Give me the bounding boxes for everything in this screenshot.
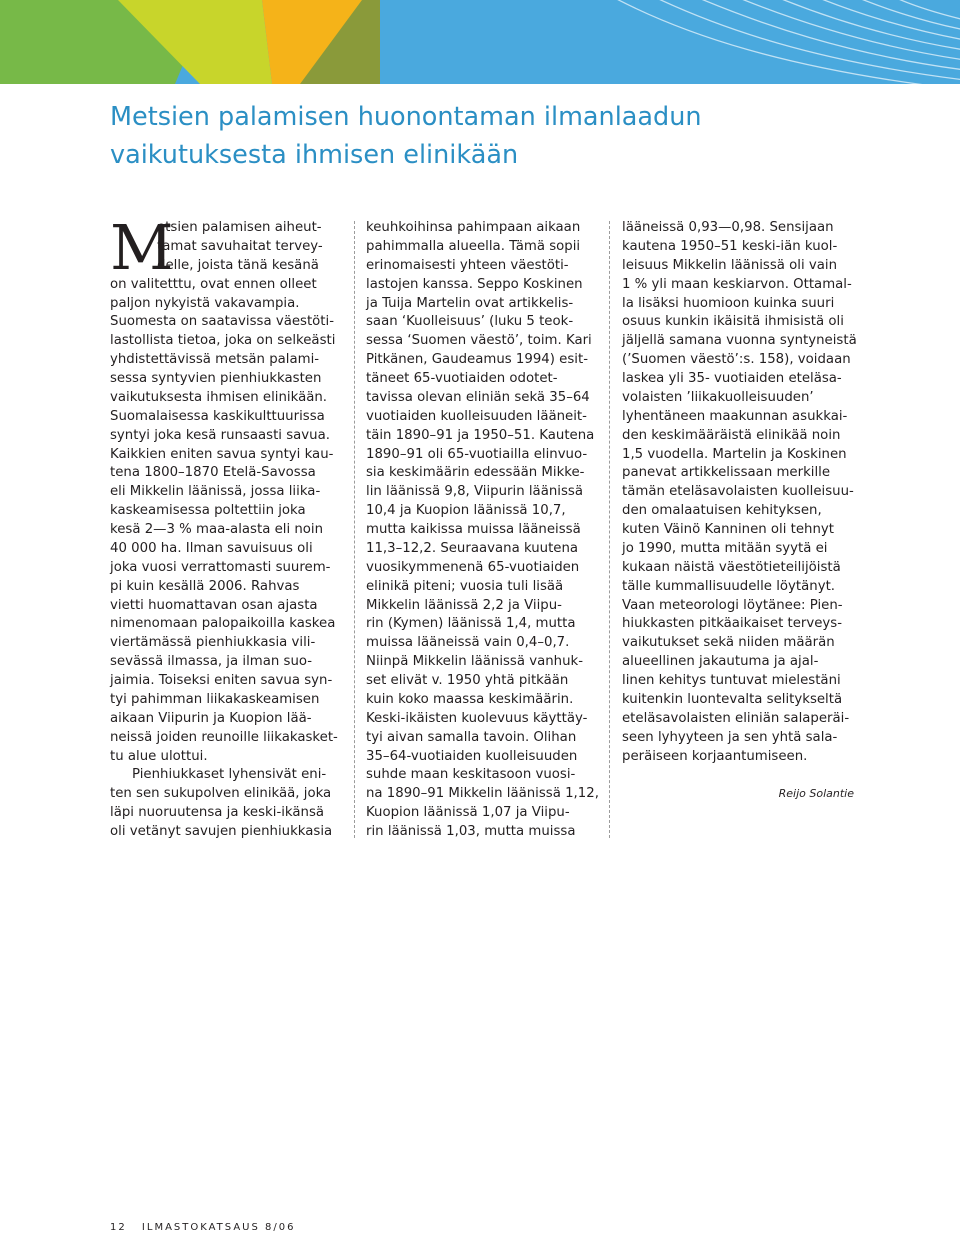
text-line: tu alue ulottui. bbox=[110, 748, 208, 764]
text-line: kaskeamisessa poltettiin joka bbox=[110, 503, 306, 519]
text-line: kautena 1950–51 keski-iän kuol- bbox=[622, 238, 838, 254]
text-line: vuotiaiden kuolleisuuden lääneit- bbox=[366, 408, 587, 424]
text-line: kuin koko maassa keskimäärin. bbox=[366, 691, 574, 707]
text-line: kesä 2—3 % maa-alasta eli noin bbox=[110, 522, 324, 537]
text-line: oli vetänyt savujen pienhiukkasia bbox=[110, 824, 333, 839]
text-line: sevässä ilmassa, ja ilman suo- bbox=[110, 654, 313, 670]
text-line: volaisten ’liikakuolleisuuden’ bbox=[622, 389, 814, 405]
text-line: den keskimääräistä elinikää noin bbox=[622, 427, 841, 443]
title-line-2: vaikutuksesta ihmisen elinikään bbox=[110, 140, 519, 170]
text-line: pahimmalla alueella. Tämä sopii bbox=[366, 238, 581, 254]
text-line: Suomesta on saatavissa väestöti- bbox=[110, 314, 335, 330]
text-line: saan ‘Kuolleisuus’ (luku 5 teok- bbox=[366, 314, 574, 330]
text-line: laskea yli 35- vuotiaiden eteläsa- bbox=[622, 371, 842, 386]
text-line: lin läänissä 9,8, Viipurin läänissä bbox=[366, 484, 583, 500]
text-line: Pienhiukkaset lyhensivät eni- bbox=[132, 767, 327, 783]
text-line: on valitetttu, ovat ennen olleet bbox=[110, 276, 317, 292]
text-line: delle, joista tänä kesänä bbox=[157, 257, 319, 273]
text-line: keuhkoihinsa pahimpaan aikaan bbox=[366, 220, 581, 235]
text-line: tavissa olevan eliniän sekä 35–64 bbox=[366, 389, 590, 405]
text-line: osuus kunkin ikäisitä ihmisistä oli bbox=[622, 314, 844, 330]
text-line: 11,3–12,2. Seuraavana kuutena bbox=[366, 540, 579, 556]
text-line: muissa lääneissä vain 0,4–0,7. bbox=[366, 635, 570, 651]
text-line: eli Mikkelin läänissä, jossa liika- bbox=[110, 484, 321, 500]
text-line: 35–64-vuotiaiden kuolleisuuden bbox=[366, 748, 578, 764]
text-line: hiukkasten pitkäaikaiset terveys- bbox=[622, 616, 843, 632]
text-line: tamat savuhaitat tervey- bbox=[157, 238, 323, 254]
text-line: kuten Väinö Kanninen oli tehnyt bbox=[622, 522, 834, 537]
text-line: viertämässä pienhiukkasia vili- bbox=[110, 635, 316, 651]
text-line: seen lyhyyteen ja sen yhtä sala- bbox=[622, 729, 838, 745]
text-line: 40 000 ha. Ilman savuisuus oli bbox=[110, 540, 313, 556]
text-line: mutta kaikissa muissa lääneissä bbox=[366, 522, 581, 537]
text-line: tena 1800–1870 Etelä-Savossa bbox=[110, 465, 316, 481]
text-line: ten sen sukupolven elinikää, joka bbox=[110, 786, 332, 802]
text-line: rin läänissä 1,03, mutta muissa bbox=[366, 824, 576, 839]
text-line: läpi nuoruutensa ja keski-ikänsä bbox=[110, 805, 325, 821]
text-line: vaikutukset sekä niiden määrän bbox=[622, 635, 835, 651]
text-line: 1 % yli maan keskiarvon. Ottamal- bbox=[622, 276, 852, 292]
text-line: rin (Kymen) läänissä 1,4, mutta bbox=[366, 616, 576, 632]
article-title bbox=[110, 98, 870, 174]
text-line: Kuopion läänissä 1,07 ja Viipu- bbox=[366, 805, 570, 821]
text-line: sia keskimäärin edessään Mikke- bbox=[366, 465, 585, 481]
text-line: set elivät v. 1950 yhtä pitkään bbox=[366, 673, 569, 688]
text-line: tyi aivan samalla tavoin. Olihan bbox=[366, 729, 577, 745]
text-column-2 bbox=[366, 219, 602, 842]
text-line: tämän eteläsavolaisten kuolleisuu- bbox=[622, 484, 854, 500]
text-line: pi kuin kesällä 2006. Rahvas bbox=[110, 578, 300, 594]
text-line: lyhentäneen maakunnan asukkai- bbox=[622, 408, 848, 424]
text-line: vaikutuksesta ihmisen elinikään. bbox=[110, 389, 328, 405]
text-line: Keski-ikäisten kuolevuus käyttäy- bbox=[366, 710, 588, 726]
text-line: na 1890–91 Mikkelin läänissä 1,12, bbox=[366, 786, 599, 802]
text-line: lastollista tietoa, joka on selkeästi bbox=[110, 333, 336, 349]
page-number: 12 bbox=[110, 1222, 127, 1233]
text-line: syntyi joka kesä runsaasti savua. bbox=[110, 427, 330, 443]
text-line: Niinpä Mikkelin läänissä vanhuk- bbox=[366, 654, 584, 670]
text-line: sessa syntyvien pienhiukkasten bbox=[110, 371, 322, 386]
text-line: elinikä piteni; vuosia tuli lisää bbox=[366, 578, 564, 594]
text-line: suhde maan keskitasoon vuosi- bbox=[366, 767, 576, 783]
text-line: den omalaatuisen kehityksen, bbox=[622, 503, 822, 519]
text-line: etsien palamisen aiheut- bbox=[157, 220, 322, 235]
text-line: erinomaisesti yhteen väestöti- bbox=[366, 257, 569, 273]
text-line: Suomalaisessa kaskikulttuurissa bbox=[110, 408, 325, 424]
decorative-color-banner bbox=[0, 0, 960, 84]
text-line: tyi pahimman liikakaskeamisen bbox=[110, 691, 320, 707]
text-line: neissä joiden reunoille liikakasket- bbox=[110, 729, 338, 745]
text-line: linen kehitys tuntuvat mielestäni bbox=[622, 673, 841, 688]
text-line: kuitenkin luontevalta selitykseltä bbox=[622, 691, 843, 707]
title-line-1: Metsien palamisen huonontaman ilmanlaadun bbox=[110, 102, 702, 132]
text-line: 1890–91 oli 65-vuotiailla elinvuo- bbox=[366, 446, 588, 462]
text-line: tälle kummallisuudelle löytänyt. bbox=[622, 578, 836, 594]
text-line: ja Tuija Martelin ovat artikkelis- bbox=[366, 295, 574, 311]
text-line: lääneissä 0,93—0,98. Sensijaan bbox=[622, 220, 834, 235]
text-line: joka vuosi verrattomasti suurem- bbox=[110, 559, 331, 575]
text-line: nimenomaan palopaikoilla kaskea bbox=[110, 616, 336, 632]
text-line: paljon nykyistä vakavampia. bbox=[110, 295, 300, 311]
text-line: Kaikkien eniten savua syntyi kau- bbox=[110, 446, 334, 462]
text-line: leisuus Mikkelin läänissä oli vain bbox=[622, 257, 838, 273]
text-line: täneet 65-vuotiaiden odotet- bbox=[366, 371, 558, 386]
text-line: yhdistettävissä metsän palami- bbox=[110, 352, 320, 368]
text-line: 1,5 vuodella. Martelin ja Koskinen bbox=[622, 446, 847, 462]
text-line: peräiseen korjaantumiseen. bbox=[622, 748, 808, 764]
text-line: Pitkänen, Gaudeamus 1994) esit- bbox=[366, 352, 588, 368]
text-line: panevat artikkelissaan merkille bbox=[622, 465, 831, 481]
text-line: Vaan meteorologi löytänee: Pien- bbox=[622, 597, 843, 613]
text-line: jäljellä samana vuonna syntyneistä bbox=[622, 333, 857, 349]
text-line: aikaan Viipurin ja Kuopion lää- bbox=[110, 710, 312, 726]
text-line: jaimia. Toiseksi eniten savua syn- bbox=[110, 673, 333, 688]
text-line: Mikkelin läänissä 2,2 ja Viipu- bbox=[366, 597, 562, 613]
text-line: sessa ‘Suomen väestö’, toim. Kari bbox=[366, 333, 592, 349]
text-line: vietti huomattavan osan ajasta bbox=[110, 597, 318, 613]
text-column-1 bbox=[110, 211, 346, 842]
page-footer bbox=[110, 1222, 295, 1233]
text-column-3 bbox=[622, 219, 860, 766]
text-line: alueellinen jakautuma ja ajal- bbox=[622, 654, 819, 670]
author-signature: Reijo Solantie bbox=[778, 787, 854, 800]
text-line: vuosikymmenenä 65-vuotiaiden bbox=[366, 559, 580, 575]
publication-name: ILMASTOKATSAUS 8/06 bbox=[141, 1222, 296, 1233]
text-line: jo 1990, mutta mitään syytä ei bbox=[622, 540, 828, 556]
text-line: eteläsavolaisten eliniän salaperäi- bbox=[622, 710, 850, 726]
text-line: 10,4 ja Kuopion läänissä 10,7, bbox=[366, 503, 566, 519]
text-line: lastojen kanssa. Seppo Koskinen bbox=[366, 276, 583, 292]
column-divider bbox=[354, 221, 355, 838]
drop-cap: M bbox=[110, 211, 174, 284]
text-line: kukaan näistä väestötieteilijöistä bbox=[622, 559, 841, 575]
text-line: la lisäksi huomioon kuinka suuri bbox=[622, 295, 835, 311]
text-line: (’Suomen väestö’:s. 158), voidaan bbox=[622, 352, 851, 368]
column-divider bbox=[609, 221, 610, 838]
text-line: täin 1890–91 ja 1950–51. Kautena bbox=[366, 427, 595, 443]
